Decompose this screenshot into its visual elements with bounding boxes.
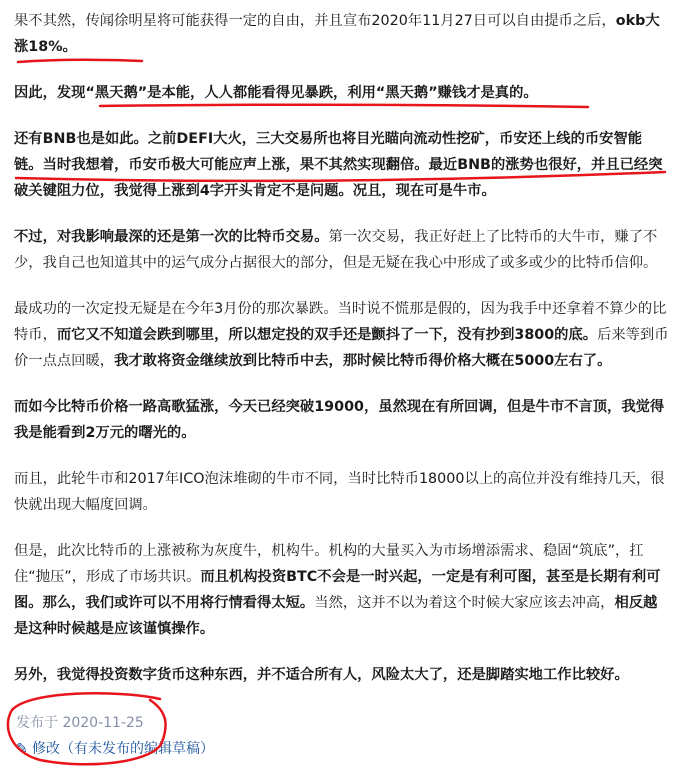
paragraph-1 bbox=[14, 8, 669, 60]
p5-text-c: 后来等到币价一点点回暖， bbox=[14, 327, 669, 369]
paragraph-6 bbox=[14, 394, 669, 446]
paragraph-9 bbox=[14, 662, 669, 688]
paragraph-3 bbox=[14, 126, 669, 204]
p8-text-c: 当然，这并不以为着这个时候大家应该去冲高， bbox=[314, 595, 615, 611]
p5-text-a: 最成功的一次定投无疑是在今年3月份的那次暴跌。当时说不慌那是假的，因为我手中还拿着不算少的比特币， bbox=[14, 301, 667, 343]
p6-bold: 而如今比特币价格一路高歌猛涨，今天已经突破19000，虽然现在有所回调，但是牛市不言顶，我觉得我是能看到2万元的曙光的。 bbox=[14, 399, 665, 441]
p2-bold: 因此，发现“黑天鹅”是本能，人人都能看得见暴跌，利用“黑天鹅”赚钱才是真的。 bbox=[14, 85, 538, 101]
paragraph-5 bbox=[14, 296, 669, 374]
pencil-icon: ✎ bbox=[16, 741, 28, 757]
paragraph-2 bbox=[14, 80, 669, 106]
p5-bold-b: 而它又不知道会跌到哪里，所以想定投的双手还是颤抖了一下，没有抄到3800的底。 bbox=[56, 327, 598, 343]
p5-bold-d: 我才敢将资金继续放到比特币中去，那时候比特币得价格大概在5000左右了。 bbox=[114, 353, 612, 369]
p8-bold-b: 而且机构投资BTC不会是一时兴起，一定是有利可图，甚至是长期有利可图。那么，我们或许可以不用将行情看得太短。 bbox=[14, 569, 661, 611]
p4-text: 第一次交易，我正好赶上了比特币的大牛市，赚了不少，我自己也知道其中的运气成分占据很大的部分，但是无疑在我心中形成了或多或少的比特币信仰。 bbox=[14, 229, 658, 271]
p8-text-a: 但是，此次比特币的上涨被称为灰度牛，机构牛。机构的大量买入为市场增添需求、稳固“筑底”，扛住“抛压”，形成了市场共识。 bbox=[14, 543, 644, 585]
paragraph-4 bbox=[14, 224, 669, 276]
edit-link-label: 修改（有未发布的编辑草稿） bbox=[32, 741, 214, 757]
p3-bold: 还有BNB也是如此。之前DEFI大火，三大交易所也将目光瞄向流动性挖矿，币安还上线的币安智能链。当时我想着，币安币极大可能应声上涨，果不其然实现翻倍。最近BNB的涨势也很好，并且已经突破关键阻力位，我觉得上涨到4字开头肯定不是问题。况且，现在可是牛市。 bbox=[14, 131, 663, 199]
p1-bold: okb大涨18%。 bbox=[14, 13, 660, 55]
p9-bold: 另外，我觉得投资数字货币这种东西，并不适合所有人，风险太大了，还是脚踏实地工作比较好。 bbox=[14, 667, 629, 683]
p1-text: 果不其然，传闻徐明星将可能获得一定的自由，并且宣布2020年11月27日可以自由提币之后， bbox=[14, 13, 616, 29]
p8-bold-d: 相反越是这种时候越是应该谨慎操作。 bbox=[14, 595, 658, 637]
paragraph-8 bbox=[14, 538, 669, 642]
article-body bbox=[14, 8, 669, 708]
publish-date: 发布于 2020-11-25 bbox=[16, 715, 144, 731]
edit-link[interactable] bbox=[16, 738, 214, 758]
p7-text: 而且，此轮牛市和2017年ICO泡沫堆砌的牛市不同，当时比特币18000以上的高位并没有维持几天，很快就出现大幅度回调。 bbox=[14, 471, 665, 513]
p4-bold: 不过，对我影响最深的还是第一次的比特币交易。 bbox=[14, 229, 329, 245]
paragraph-7 bbox=[14, 466, 669, 518]
